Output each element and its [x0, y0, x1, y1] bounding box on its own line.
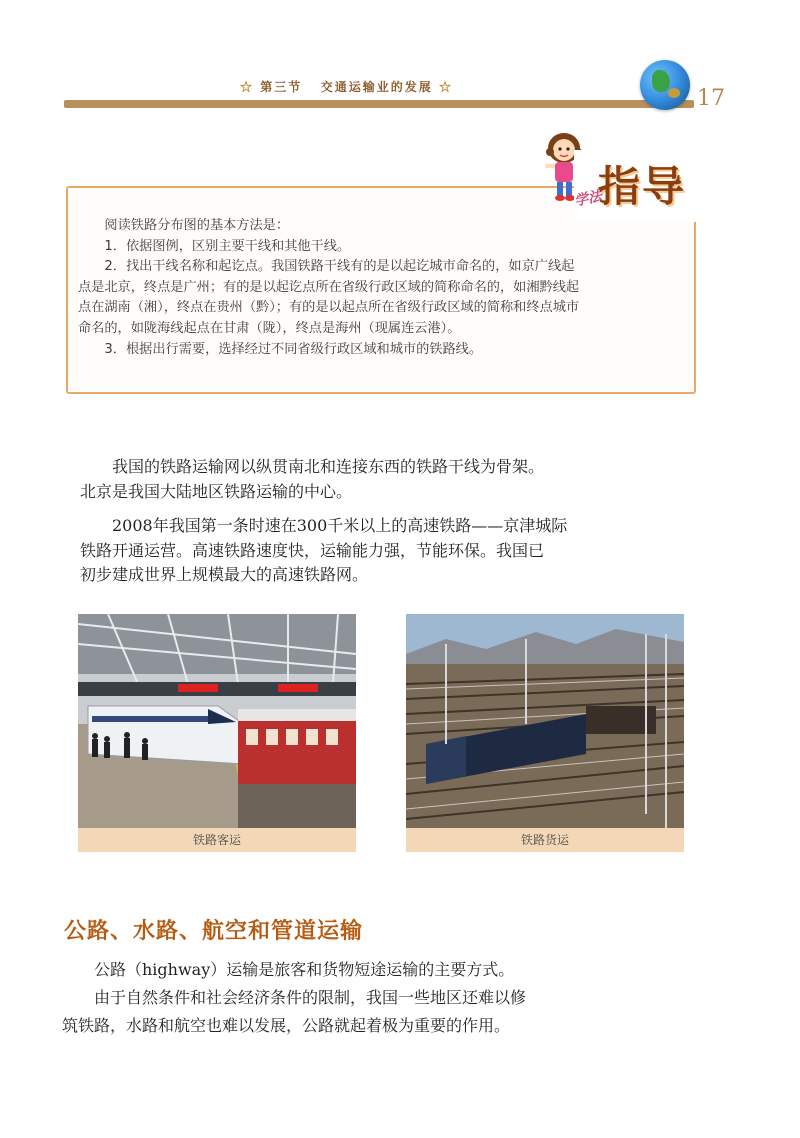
study-guide-banner	[574, 150, 702, 222]
guide-line: 1．依据图例，区别主要干线和其他干线。	[104, 238, 351, 254]
guide-line: 3．根据出行需要，选择经过不同省级行政区域和城市的铁路线。	[104, 341, 483, 357]
chapter-label: 第三节	[260, 80, 303, 94]
photo-passenger-rail	[78, 614, 356, 852]
text-line: 2008年我国第一条时速在300千米以上的高速铁路——京津城际	[112, 516, 568, 535]
study-method-label: 学法	[572, 188, 604, 210]
section-body	[62, 956, 622, 1040]
photo-freight-rail	[406, 614, 684, 852]
header-rule	[64, 100, 694, 108]
guide-line: 点在湖南（湘），终点在贵州（黔）；有的是以起点所在省级行政区域的简称和终点城市	[78, 300, 580, 316]
text-line: 铁路开通运营。高速铁路速度快，运输能力强，节能环保。我国已	[80, 540, 545, 560]
star-icon: ☆	[240, 80, 255, 94]
photo-caption: 铁路客运	[78, 828, 356, 852]
globe-icon	[640, 60, 690, 110]
guide-line: 命名的，如陇海线起点在甘肃（陇），终点是海州（现属连云港）。	[78, 320, 461, 336]
guide-title: 指导	[598, 162, 687, 211]
text-line: 北京是我国大陆地区铁路运输的中心。	[80, 481, 353, 501]
guide-line: 点是北京，终点是广州；有的是以起讫点所在省级行政区域的简称命名的，如湘黔线起	[78, 279, 580, 295]
text-line: 初步建成世界上规模最大的高速铁路网。	[80, 565, 369, 584]
guide-text	[78, 216, 690, 360]
guide-line: 2．找出干线名称和起讫点。我国铁路干线有的是以起讫城市命名的，如京广线起	[104, 259, 575, 275]
page-number: 17	[697, 86, 725, 111]
paragraph-high-speed-rail	[80, 514, 567, 588]
text-line: 筑铁路，水路和航空也难以发展，公路就起着极为重要的作用。	[62, 1016, 511, 1035]
star-icon: ☆	[438, 80, 453, 94]
passenger-train-photo	[78, 614, 356, 828]
text-line: 我国的铁路运输网以纵贯南北和连接东西的铁路干线为骨架。	[112, 457, 545, 476]
text-line: 公路（highway）运输是旅客和货物短途运输的主要方式。	[94, 960, 515, 979]
paragraph-railway-network	[80, 455, 544, 504]
chapter-title: 交通运输业的发展	[320, 80, 433, 94]
photo-caption: 铁路货运	[406, 828, 684, 852]
guide-line: 阅读铁路分布图的基本方法是：	[104, 218, 290, 233]
running-header	[240, 78, 453, 95]
freight-train-photo	[406, 614, 684, 828]
text-line: 由于自然条件和社会经济条件的限制，我国一些地区还难以修	[94, 988, 527, 1007]
section-heading: 公路、水路、航空和管道运输	[64, 919, 364, 944]
